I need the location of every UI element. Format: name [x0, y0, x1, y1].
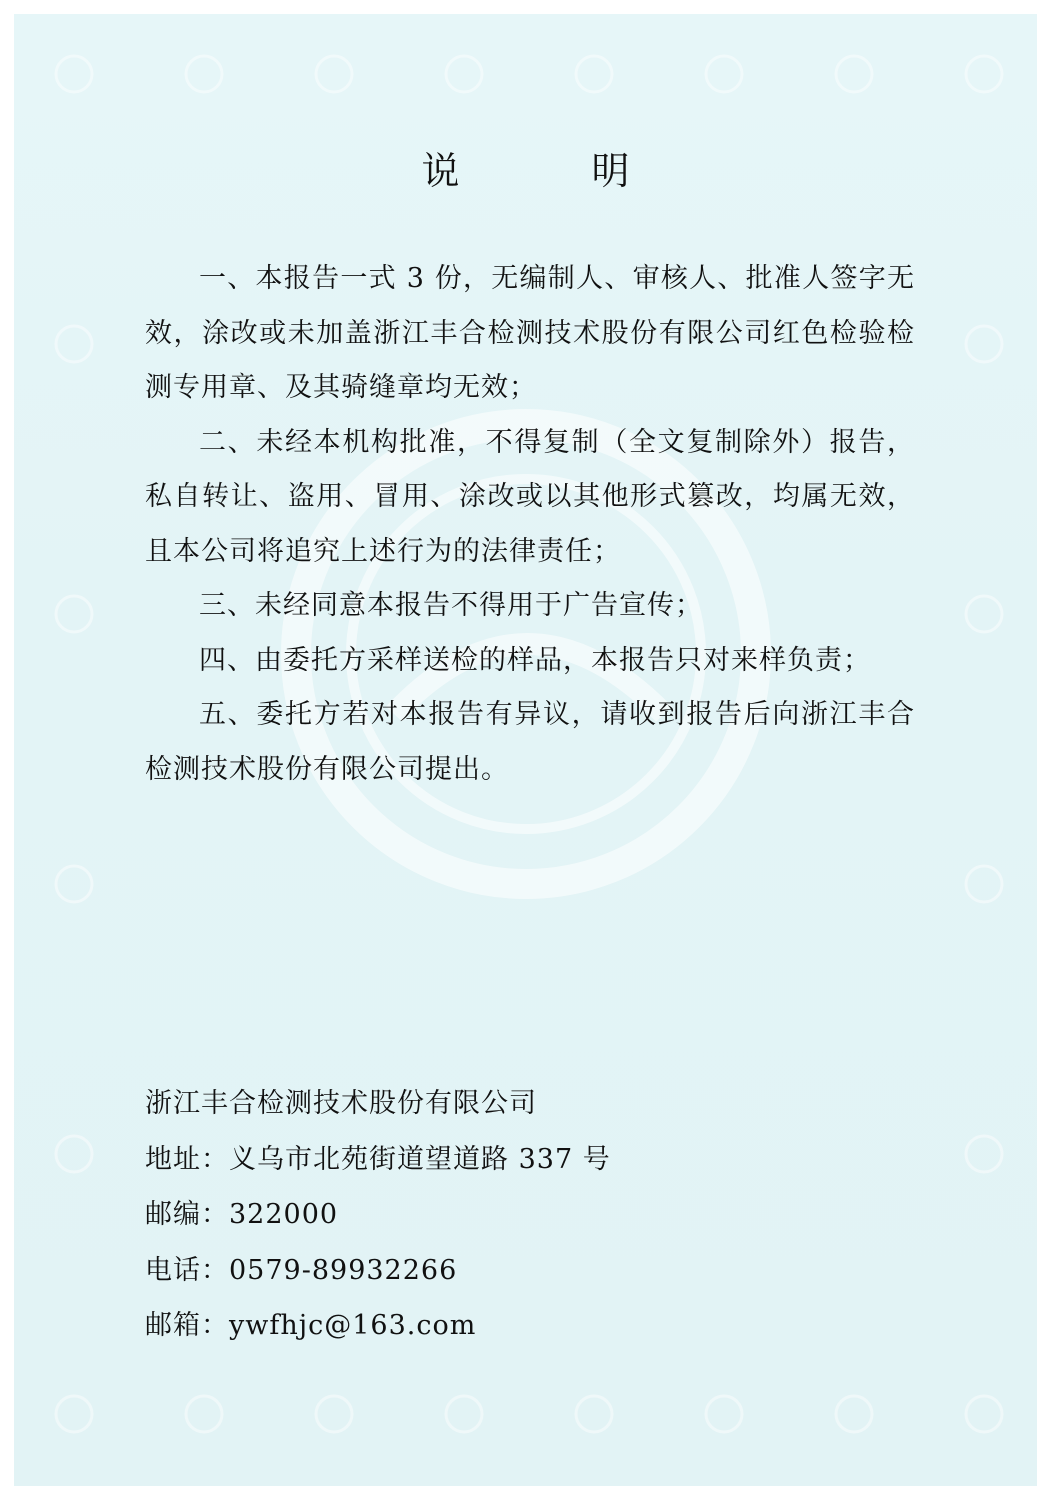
- phone-value: 0579-89932266: [229, 1254, 458, 1286]
- clause-5: 五、委托方若对本报告有异议，请收到报告后向浙江丰合检测技术股份有限公司提出。: [145, 699, 915, 785]
- contact-block: [145, 1076, 845, 1354]
- postcode-value: 322000: [229, 1199, 339, 1230]
- phone-line: [145, 1243, 845, 1299]
- company-name: 浙江丰合检测技术股份有限公司: [145, 1088, 537, 1119]
- email-line: [145, 1298, 845, 1354]
- email-label: 邮箱：: [145, 1310, 229, 1341]
- postcode-line: [145, 1187, 845, 1243]
- address-value: 义乌市北苑街道望道路 337 号: [229, 1143, 611, 1175]
- clause-1: 一、本报告一式 3 份，无编制人、审核人、批准人签字无效，涂改或未加盖浙江丰合检测技术股份有限公司红色检验检测专用章、及其骑缝章均无效；: [145, 263, 915, 403]
- page-title: 说 明: [421, 149, 690, 193]
- clause-2: 二、未经本机构批准，不得复制（全文复制除外）报告，私自转让、盗用、冒用、涂改或以其他形式篡改，均属无效，且本公司将追究上述行为的法律责任；: [145, 426, 915, 567]
- statement-clauses: [145, 252, 915, 797]
- postcode-label: 邮编：: [145, 1199, 229, 1230]
- phone-label: 电话：: [145, 1254, 229, 1286]
- address-label: 地址：: [145, 1143, 229, 1175]
- clause-4: 四、由委托方采样送检的样品，本报告只对来样负责；: [199, 644, 871, 676]
- document-page: [14, 14, 1037, 1486]
- address-line: [145, 1132, 845, 1188]
- email-value[interactable]: ywfhjc@163.com: [229, 1310, 477, 1341]
- clause-3: 三、未经同意本报告不得用于广告宣传；: [199, 590, 703, 621]
